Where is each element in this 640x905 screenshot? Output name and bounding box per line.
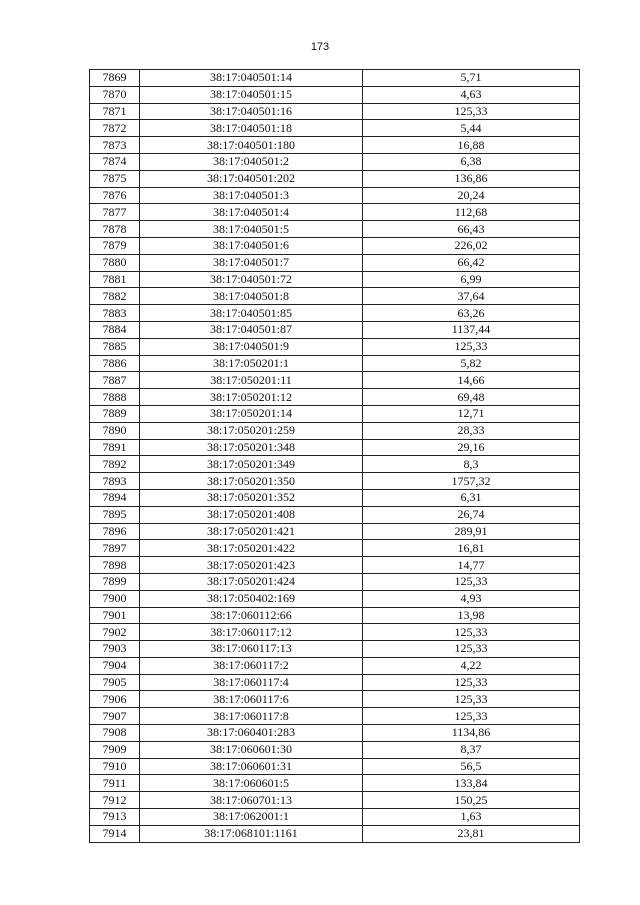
- row-number-cell: 7888: [90, 389, 140, 406]
- cadastral-number-cell: 38:17:040501:202: [140, 170, 363, 187]
- table-row: [90, 137, 580, 154]
- table-row: [90, 338, 580, 355]
- row-number-cell: 7898: [90, 557, 140, 574]
- row-number-cell: 7900: [90, 590, 140, 607]
- row-number-cell: 7908: [90, 725, 140, 742]
- table-row: [90, 237, 580, 254]
- value-cell: 8,3: [363, 456, 580, 473]
- cadastral-number-cell: 38:17:050201:1: [140, 355, 363, 372]
- row-number-cell: 7904: [90, 657, 140, 674]
- row-number-cell: 7910: [90, 758, 140, 775]
- cadastral-number-cell: 38:17:060117:2: [140, 657, 363, 674]
- row-number-cell: 7878: [90, 221, 140, 238]
- cadastral-number-cell: 38:17:050201:352: [140, 489, 363, 506]
- value-cell: 125,33: [363, 624, 580, 641]
- cadastral-number-cell: 38:17:060601:30: [140, 741, 363, 758]
- value-cell: 125,33: [363, 641, 580, 658]
- cadastral-number-cell: 38:17:060117:4: [140, 674, 363, 691]
- table-row: [90, 657, 580, 674]
- cadastral-number-cell: 38:17:040501:72: [140, 271, 363, 288]
- cadastral-number-cell: 38:17:050201:423: [140, 557, 363, 574]
- value-cell: 6,31: [363, 489, 580, 506]
- table-row: [90, 422, 580, 439]
- row-number-cell: 7906: [90, 691, 140, 708]
- value-cell: 16,88: [363, 137, 580, 154]
- row-number-cell: 7912: [90, 792, 140, 809]
- value-cell: 4,63: [363, 86, 580, 103]
- row-number-cell: 7901: [90, 607, 140, 624]
- value-cell: 5,71: [363, 70, 580, 87]
- table-row: [90, 809, 580, 826]
- row-number-cell: 7883: [90, 305, 140, 322]
- cadastral-number-cell: 38:17:050201:408: [140, 506, 363, 523]
- cadastral-number-cell: 38:17:040501:2: [140, 153, 363, 170]
- cadastral-number-cell: 38:17:040501:85: [140, 305, 363, 322]
- row-number-cell: 7879: [90, 237, 140, 254]
- table-row: [90, 573, 580, 590]
- value-cell: 1134,86: [363, 725, 580, 742]
- cadastral-number-cell: 38:17:050201:422: [140, 540, 363, 557]
- table-row: [90, 405, 580, 422]
- row-number-cell: 7877: [90, 204, 140, 221]
- table-row: [90, 825, 580, 842]
- value-cell: 63,26: [363, 305, 580, 322]
- table-row: [90, 624, 580, 641]
- table-row: [90, 741, 580, 758]
- cadastral-number-cell: 38:17:060401:283: [140, 725, 363, 742]
- cadastral-number-cell: 38:17:060117:8: [140, 708, 363, 725]
- cadastral-number-cell: 38:17:040501:9: [140, 338, 363, 355]
- table-row: [90, 540, 580, 557]
- table-row: [90, 288, 580, 305]
- row-number-cell: 7893: [90, 473, 140, 490]
- cadastral-number-cell: 38:17:050201:350: [140, 473, 363, 490]
- cadastral-number-cell: 38:17:050201:348: [140, 439, 363, 456]
- table-row: [90, 153, 580, 170]
- cadastral-number-cell: 38:17:050201:349: [140, 456, 363, 473]
- row-number-cell: 7875: [90, 170, 140, 187]
- row-number-cell: 7897: [90, 540, 140, 557]
- cadastral-number-cell: 38:17:060601:31: [140, 758, 363, 775]
- table-row: [90, 590, 580, 607]
- table-row: [90, 187, 580, 204]
- row-number-cell: 7905: [90, 674, 140, 691]
- cadastral-number-cell: 38:17:040501:8: [140, 288, 363, 305]
- table-row: [90, 70, 580, 87]
- cadastral-table: [89, 69, 580, 843]
- value-cell: 14,77: [363, 557, 580, 574]
- value-cell: 66,43: [363, 221, 580, 238]
- cadastral-number-cell: 38:17:040501:14: [140, 70, 363, 87]
- cadastral-number-cell: 38:17:050201:14: [140, 405, 363, 422]
- cadastral-number-cell: 38:17:050201:11: [140, 372, 363, 389]
- value-cell: 289,91: [363, 523, 580, 540]
- table-row: [90, 708, 580, 725]
- row-number-cell: 7881: [90, 271, 140, 288]
- table-row: [90, 103, 580, 120]
- value-cell: 125,33: [363, 338, 580, 355]
- row-number-cell: 7891: [90, 439, 140, 456]
- value-cell: 23,81: [363, 825, 580, 842]
- cadastral-number-cell: 38:17:060112:66: [140, 607, 363, 624]
- table-row: [90, 725, 580, 742]
- table-row: [90, 170, 580, 187]
- row-number-cell: 7890: [90, 422, 140, 439]
- table-row: [90, 792, 580, 809]
- value-cell: 136,86: [363, 170, 580, 187]
- row-number-cell: 7907: [90, 708, 140, 725]
- value-cell: 26,74: [363, 506, 580, 523]
- row-number-cell: 7892: [90, 456, 140, 473]
- value-cell: 1757,32: [363, 473, 580, 490]
- table-row: [90, 355, 580, 372]
- value-cell: 150,25: [363, 792, 580, 809]
- row-number-cell: 7909: [90, 741, 140, 758]
- table-row: [90, 321, 580, 338]
- value-cell: 66,42: [363, 254, 580, 271]
- value-cell: 12,71: [363, 405, 580, 422]
- row-number-cell: 7870: [90, 86, 140, 103]
- cadastral-number-cell: 38:17:040501:5: [140, 221, 363, 238]
- row-number-cell: 7914: [90, 825, 140, 842]
- value-cell: 69,48: [363, 389, 580, 406]
- table-row: [90, 204, 580, 221]
- row-number-cell: 7876: [90, 187, 140, 204]
- value-cell: 5,44: [363, 120, 580, 137]
- value-cell: 4,22: [363, 657, 580, 674]
- cadastral-number-cell: 38:17:040501:18: [140, 120, 363, 137]
- value-cell: 14,66: [363, 372, 580, 389]
- table-row: [90, 86, 580, 103]
- cadastral-number-cell: 38:17:040501:7: [140, 254, 363, 271]
- table-body: [90, 70, 580, 843]
- cadastral-number-cell: 38:17:050201:12: [140, 389, 363, 406]
- value-cell: 125,33: [363, 573, 580, 590]
- value-cell: 1137,44: [363, 321, 580, 338]
- table-row: [90, 221, 580, 238]
- table-row: [90, 372, 580, 389]
- row-number-cell: 7889: [90, 405, 140, 422]
- value-cell: 112,68: [363, 204, 580, 221]
- cadastral-number-cell: 38:17:050201:421: [140, 523, 363, 540]
- table-row: [90, 691, 580, 708]
- value-cell: 16,81: [363, 540, 580, 557]
- value-cell: 125,33: [363, 674, 580, 691]
- value-cell: 4,93: [363, 590, 580, 607]
- cadastral-number-cell: 38:17:050201:259: [140, 422, 363, 439]
- cadastral-number-cell: 38:17:050201:424: [140, 573, 363, 590]
- row-number-cell: 7913: [90, 809, 140, 826]
- row-number-cell: 7887: [90, 372, 140, 389]
- table-row: [90, 523, 580, 540]
- value-cell: 6,38: [363, 153, 580, 170]
- cadastral-number-cell: 38:17:050402:169: [140, 590, 363, 607]
- value-cell: 125,33: [363, 708, 580, 725]
- cadastral-number-cell: 38:17:068101:1161: [140, 825, 363, 842]
- cadastral-number-cell: 38:17:040501:180: [140, 137, 363, 154]
- value-cell: 28,33: [363, 422, 580, 439]
- row-number-cell: 7880: [90, 254, 140, 271]
- value-cell: 133,84: [363, 775, 580, 792]
- cadastral-number-cell: 38:17:040501:4: [140, 204, 363, 221]
- table-row: [90, 389, 580, 406]
- value-cell: 29,16: [363, 439, 580, 456]
- row-number-cell: 7871: [90, 103, 140, 120]
- value-cell: 125,33: [363, 691, 580, 708]
- cadastral-number-cell: 38:17:060117:12: [140, 624, 363, 641]
- value-cell: 13,98: [363, 607, 580, 624]
- table-row: [90, 473, 580, 490]
- cadastral-number-cell: 38:17:040501:15: [140, 86, 363, 103]
- value-cell: 37,64: [363, 288, 580, 305]
- table-row: [90, 775, 580, 792]
- row-number-cell: 7903: [90, 641, 140, 658]
- cadastral-number-cell: 38:17:040501:16: [140, 103, 363, 120]
- value-cell: 56,5: [363, 758, 580, 775]
- row-number-cell: 7872: [90, 120, 140, 137]
- table-row: [90, 557, 580, 574]
- row-number-cell: 7884: [90, 321, 140, 338]
- table-row: [90, 674, 580, 691]
- row-number-cell: 7869: [90, 70, 140, 87]
- value-cell: 8,37: [363, 741, 580, 758]
- value-cell: 6,99: [363, 271, 580, 288]
- table-row: [90, 506, 580, 523]
- table-row: [90, 120, 580, 137]
- value-cell: 1,63: [363, 809, 580, 826]
- table-row: [90, 254, 580, 271]
- cadastral-number-cell: 38:17:040501:3: [140, 187, 363, 204]
- cadastral-number-cell: 38:17:060117:13: [140, 641, 363, 658]
- row-number-cell: 7886: [90, 355, 140, 372]
- row-number-cell: 7895: [90, 506, 140, 523]
- row-number-cell: 7911: [90, 775, 140, 792]
- cadastral-number-cell: 38:17:062001:1: [140, 809, 363, 826]
- cadastral-number-cell: 38:17:040501:87: [140, 321, 363, 338]
- value-cell: 20,24: [363, 187, 580, 204]
- table-row: [90, 456, 580, 473]
- value-cell: 5,82: [363, 355, 580, 372]
- table-row: [90, 305, 580, 322]
- value-cell: 226,02: [363, 237, 580, 254]
- table-row: [90, 271, 580, 288]
- cadastral-number-cell: 38:17:060601:5: [140, 775, 363, 792]
- cadastral-number-cell: 38:17:040501:6: [140, 237, 363, 254]
- cadastral-number-cell: 38:17:060117:6: [140, 691, 363, 708]
- row-number-cell: 7874: [90, 153, 140, 170]
- page-number: 173: [310, 41, 330, 53]
- table-row: [90, 489, 580, 506]
- row-number-cell: 7873: [90, 137, 140, 154]
- row-number-cell: 7885: [90, 338, 140, 355]
- row-number-cell: 7902: [90, 624, 140, 641]
- table-row: [90, 641, 580, 658]
- table-row: [90, 439, 580, 456]
- cadastral-number-cell: 38:17:060701:13: [140, 792, 363, 809]
- table-row: [90, 607, 580, 624]
- row-number-cell: 7894: [90, 489, 140, 506]
- row-number-cell: 7896: [90, 523, 140, 540]
- table-row: [90, 758, 580, 775]
- row-number-cell: 7882: [90, 288, 140, 305]
- row-number-cell: 7899: [90, 573, 140, 590]
- value-cell: 125,33: [363, 103, 580, 120]
